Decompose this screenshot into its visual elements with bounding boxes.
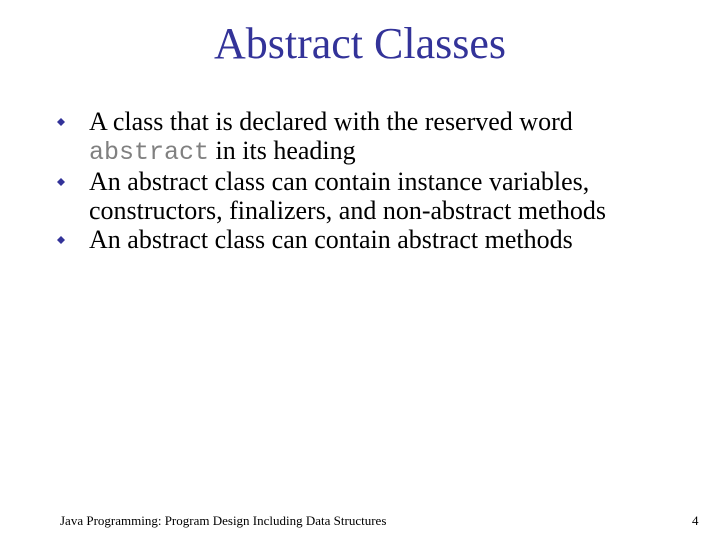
diamond-bullet-icon xyxy=(57,118,65,126)
bullet-text: An abstract class can contain abstract methods xyxy=(89,225,573,254)
bullet-list xyxy=(54,107,694,254)
bullet-item-abstract-methods xyxy=(54,225,694,254)
diamond-bullet-icon xyxy=(57,178,65,186)
bullet-text: in its heading xyxy=(209,136,356,165)
page-number: 4 xyxy=(692,513,699,528)
bullet-text: A class that is declared with the reserved word xyxy=(89,107,573,136)
bullet-item-declaration xyxy=(54,107,694,167)
bullet-text: An abstract class can contain instance variables, constructors, finalizers, and non-abstract methods xyxy=(89,167,606,225)
keyword-code: abstract xyxy=(89,138,210,167)
slide-footer: Java Programming: Program Design Including Data Structures xyxy=(60,513,387,528)
diamond-bullet-icon xyxy=(57,236,65,244)
slide-title: Abstract Classes xyxy=(213,19,507,68)
bullet-item-contents xyxy=(54,167,694,225)
